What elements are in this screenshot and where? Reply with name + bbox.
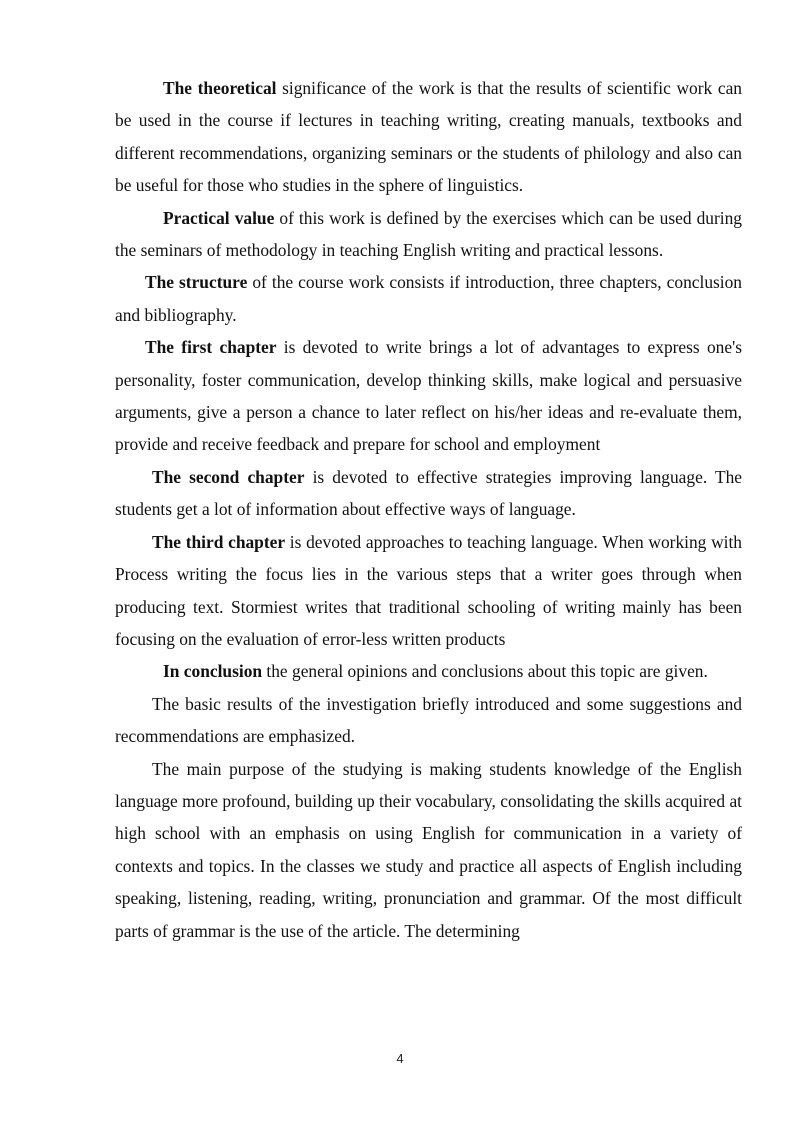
paragraph-text-second-chapter: is devoted to effective strategies improving language. The students get a lot of information about effective ways of language. bbox=[115, 466, 742, 520]
paragraph-text-conclusion: the general opinions and conclusions about this topic are given. bbox=[262, 661, 708, 682]
paragraph-lead-third-chapter: The third chapter bbox=[152, 531, 286, 552]
paragraph-conclusion bbox=[115, 655, 742, 687]
paragraph-third-chapter bbox=[115, 526, 742, 656]
paragraph-theoretical-significance bbox=[115, 72, 742, 202]
paragraph-text-first-chapter: is devoted to write brings a lot of advantages to express one's personality, foster communication, develop thinking skills, make logical and persuasive arguments, give a person a chance to later reflect on his/her ideas and re-evaluate them, provide and receive feedback and prepare for school and employment bbox=[115, 337, 742, 455]
paragraph-text-practical: of this work is defined by the exercises which can be used during the seminars of methodology in teaching English writing and practical lessons. bbox=[115, 207, 742, 261]
paragraph-text-third-chapter: is devoted approaches to teaching language. When working with Process writing the focus lies in the various steps that a writer goes through when producing text. Stormiest writes that traditional schooling of writing mainly has been focusing on the evaluation of error-less written products bbox=[115, 531, 743, 649]
paragraph-text-main-purpose: The main purpose of the studying is making students knowledge of the English language more profound, building up their vocabulary, consolidating the skills acquired at high school with an emphasis on using English for communication in a variety of contexts and topics. In the classes we study and practice all aspects of English including speaking, listening, reading, writing, pronunciation and grammar. Of the most difficult parts of grammar is the use of the article. The determining bbox=[115, 758, 742, 941]
paragraph-lead-second-chapter: The second chapter bbox=[152, 466, 305, 487]
page-number: 4 bbox=[396, 1051, 404, 1066]
paragraph-basic-results bbox=[115, 688, 742, 753]
document-body bbox=[115, 72, 742, 947]
paragraph-structure bbox=[115, 266, 742, 331]
paragraph-second-chapter bbox=[115, 461, 742, 526]
paragraph-practical-value bbox=[115, 202, 742, 267]
paragraph-main-purpose bbox=[115, 753, 742, 947]
paragraph-lead-structure: The structure bbox=[145, 272, 248, 293]
paragraph-text-basic-results: The basic results of the investigation briefly introduced and some suggestions and recommendations are emphasized. bbox=[115, 693, 742, 747]
paragraph-first-chapter bbox=[115, 331, 742, 461]
paragraph-text-structure: of the course work consists if introduction, three chapters, conclusion and bibliography. bbox=[115, 272, 743, 325]
paragraph-lead-theoretical: The theoretical bbox=[163, 78, 277, 98]
paragraph-lead-conclusion: In conclusion bbox=[163, 661, 263, 682]
paragraph-lead-practical: Practical value bbox=[163, 207, 275, 228]
paragraph-text-theoretical: significance of the work is that the results of scientific work can be used in the course if lectures in teaching writing, creating manuals, textbooks and different recommendations, organizing seminars or the students of philology and also can be useful for those who studies in the sphere of linguistics. bbox=[115, 78, 742, 196]
paragraph-lead-first-chapter: The first chapter bbox=[145, 337, 277, 358]
